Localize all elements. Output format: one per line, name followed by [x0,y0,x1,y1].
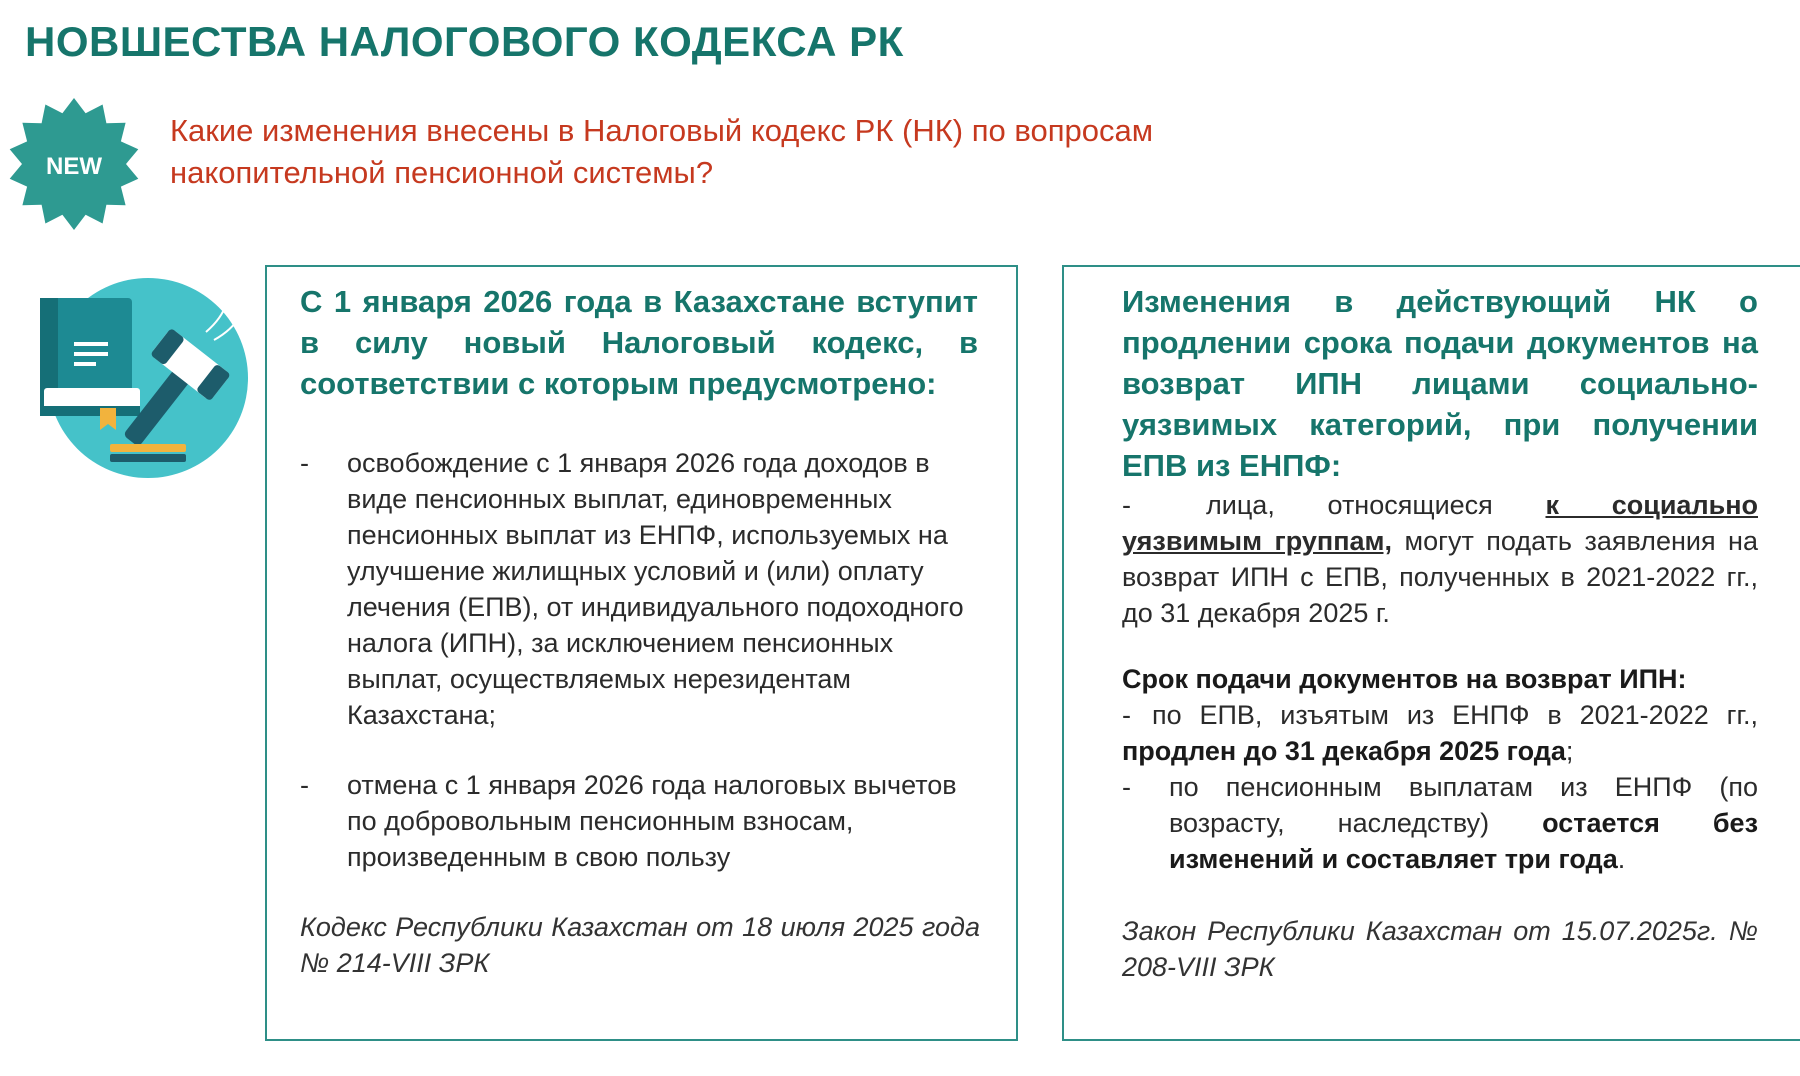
bullet-dash: - [1122,490,1131,520]
deadline-heading: Срок подачи документов на возврат ИПН: [1122,664,1687,694]
list-item [1122,769,1758,877]
bullet-dash: - [1122,700,1131,730]
list-item-text: лица, относящиеся [1206,490,1546,520]
list-item [1122,697,1758,769]
list-item-end: ; [1565,736,1574,766]
new-badge-icon [6,96,142,232]
bullet-dash: - [300,448,309,478]
left-info-box [265,265,1018,1041]
bullet-dash: - [300,770,309,800]
badge-label: NEW [46,153,102,180]
bullet-dash: - [1122,772,1131,802]
list-item [300,767,980,875]
page-title: НОВШЕСТВА НАЛОГОВОГО КОДЕКСА РК [25,18,904,65]
list-item [1122,487,1758,631]
list-item-end: . [1617,844,1626,874]
right-box-heading: Изменения в действующий НК о продлении срока подачи документов на возврат ИПН лицами социально-уязвимых категорий, при получении ЕПВ из ЕНПФ: [1122,284,1758,483]
list-item-text: по пенсионным выплатам из ЕНПФ (по возрасту, наследству) [1169,772,1758,838]
list-item [300,445,980,733]
left-citation: Кодекс Республики Казахстан от 18 июля 2025 года № 214-VIII ЗРК [300,912,980,978]
list-item-text: отмена с 1 января 2026 года налоговых вычетов по добровольным пенсионным взносам, произведенным в свою пользу [347,770,957,872]
law-book-gavel-icon [30,268,250,478]
list-item-text: могут подать заявления на возврат ИПН с ЕПВ, полученных в 2021-2022 гг., до 31 декабря 2025 г. [1122,526,1758,628]
right-info-box [1062,265,1800,1041]
list-item-text: освобождение с 1 января 2026 года доходов в виде пенсионных выплат, единовременных пенсионных выплат из ЕНПФ, используемых на улучшение жилищных условий и (или) оплату лечения (ЕПВ), от индивидуального подоходного налога (ИПН), за исключением пенсионных выплат, осуществляемых нерезидентам Казахстана; [347,448,964,730]
unchanged-text: остается без изменений и составляет три года [1169,808,1758,874]
vulnerable-groups-text: к социально уязвимым группам, [1122,490,1758,556]
extension-text: продлен до 31 декабря 2025 года [1122,736,1566,766]
right-citation: Закон Республики Казахстан от 15.07.2025г. № 208-VIII ЗРК [1122,916,1758,982]
question-text: Какие изменения внесены в Налоговый кодекс РК (НК) по вопросам накопительной пенсионной системы? [170,113,1154,190]
left-box-heading: С 1 января 2026 года в Казахстане вступит в силу новый Налоговый кодекс, в соответствии с которым предусмотрено: [300,284,978,401]
list-item-text: по ЕПВ, изъятым из ЕНПФ в 2021-2022 гг., [1152,700,1758,730]
